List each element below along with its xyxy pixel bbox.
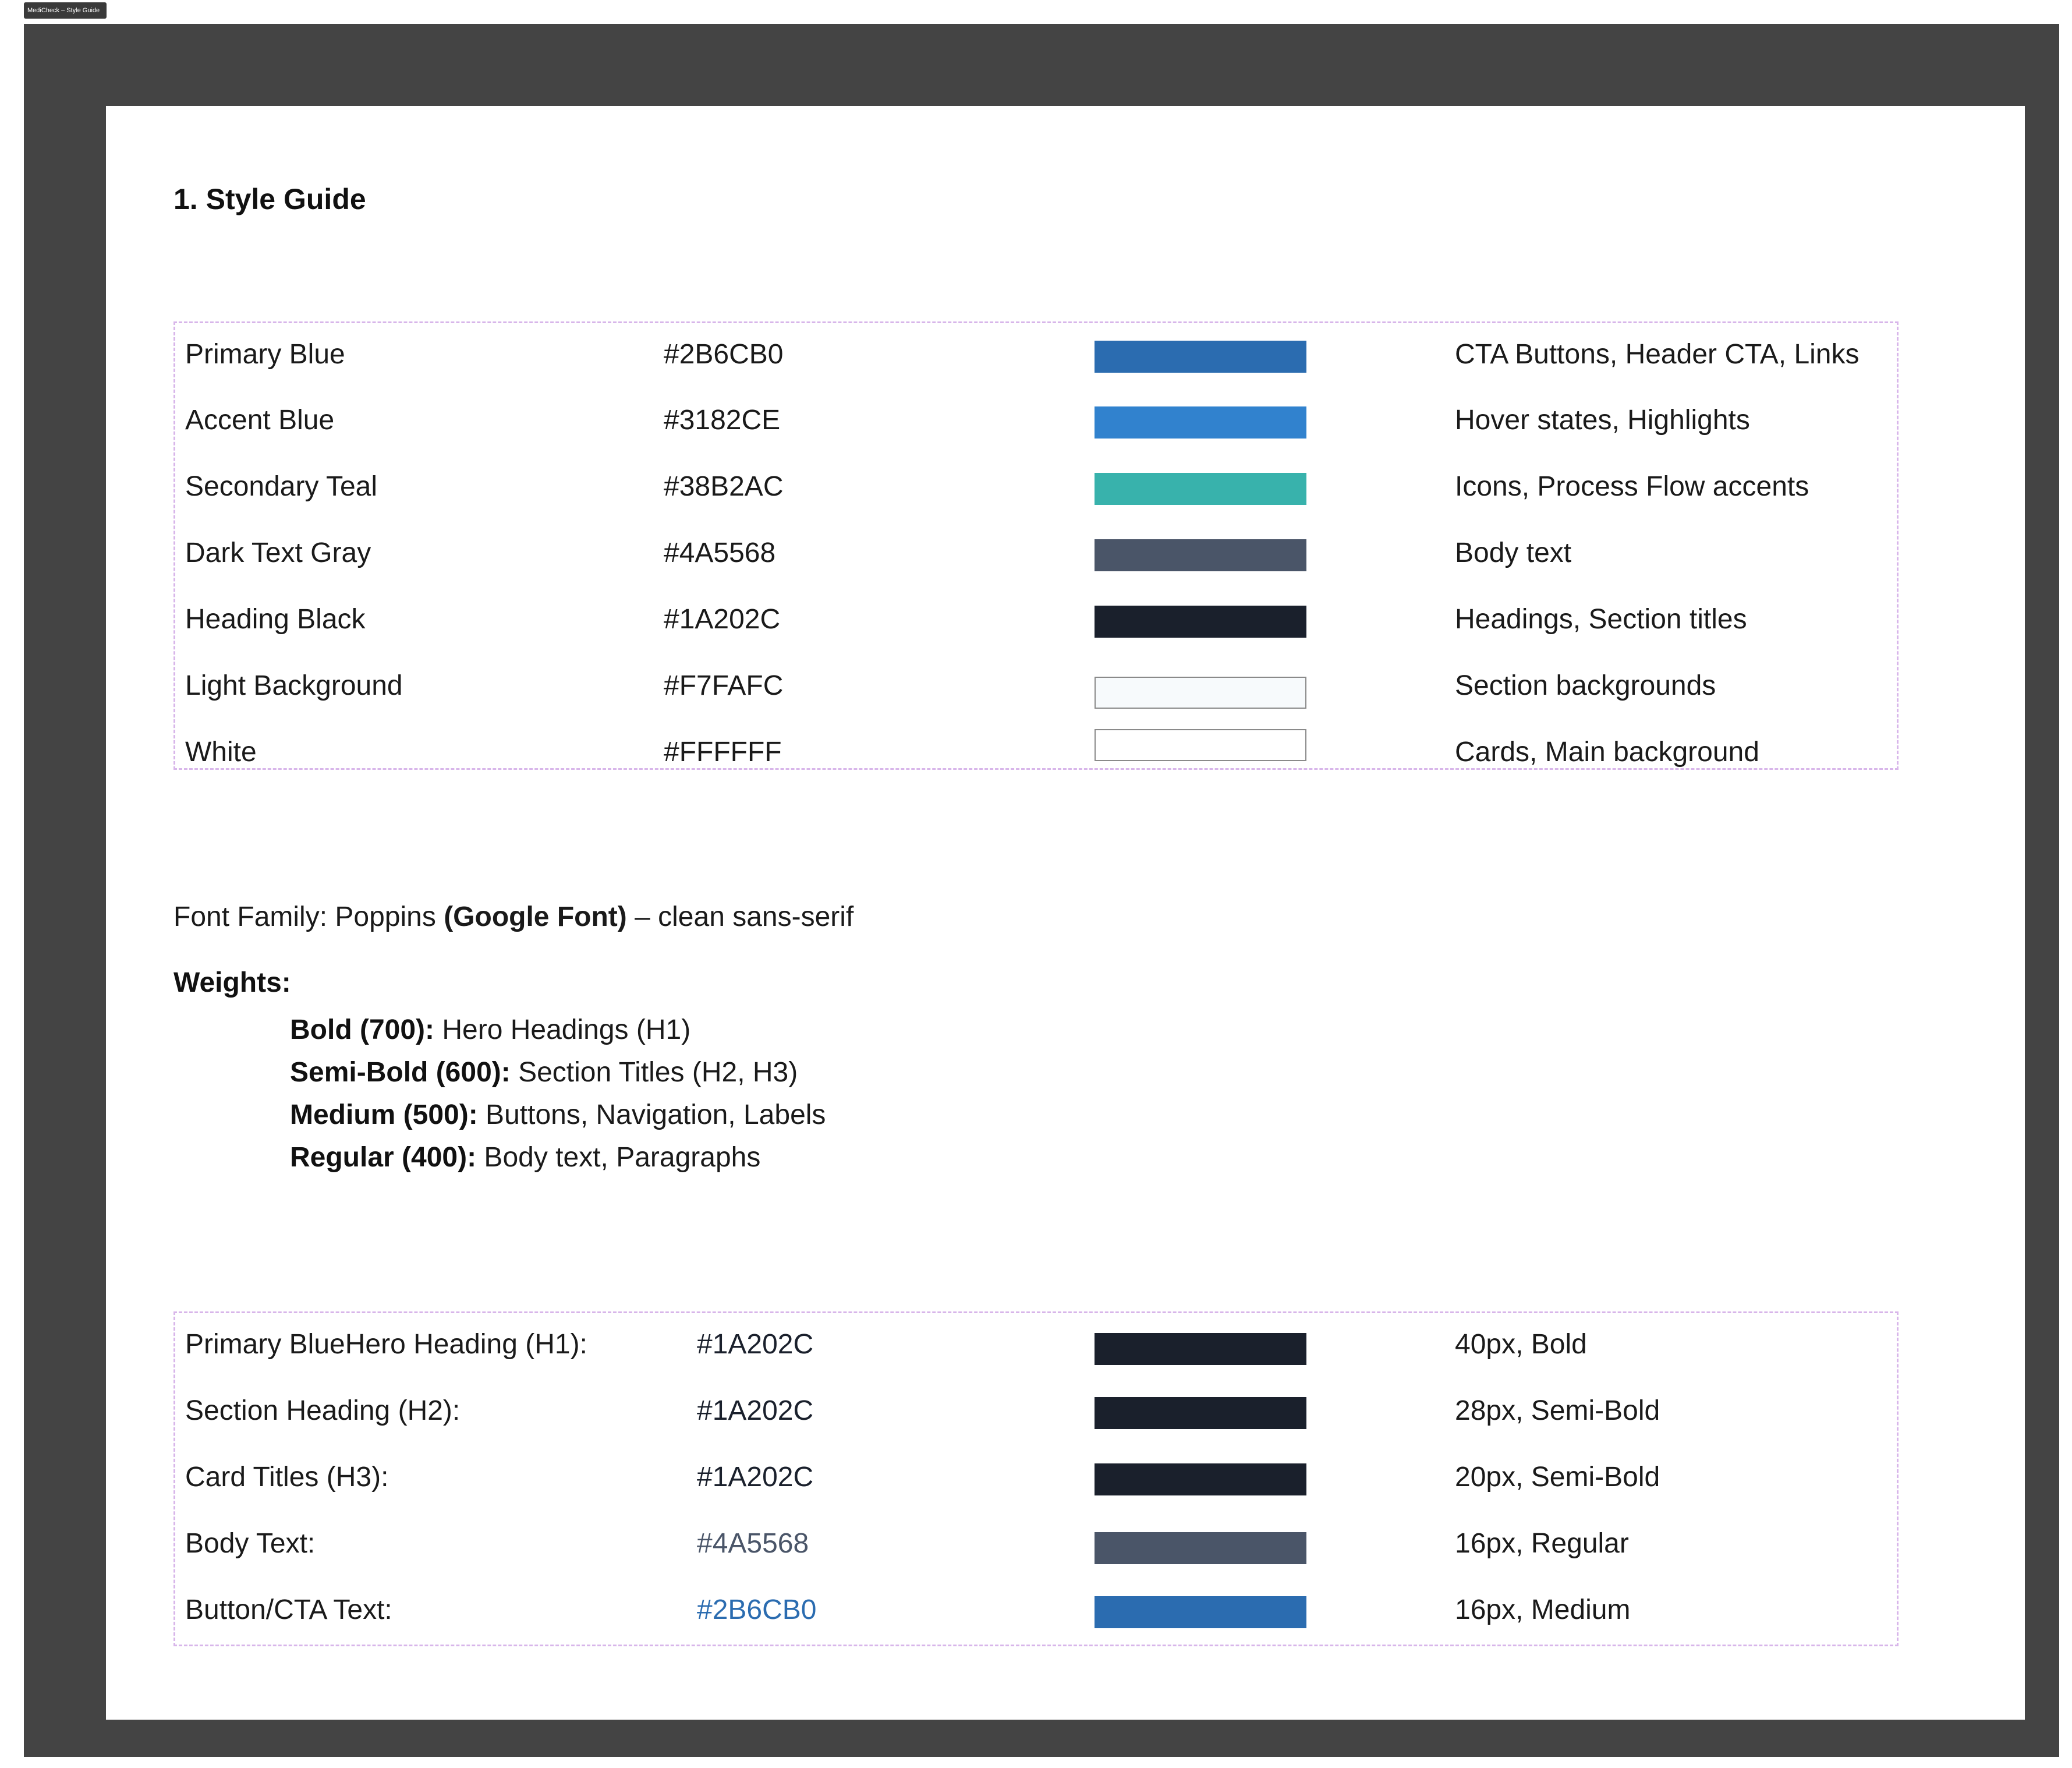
color-usage: Cards, Main background	[1455, 737, 1759, 768]
weight-desc: Section Titles (H2, H3)	[510, 1057, 798, 1088]
color-row	[175, 462, 1897, 526]
type-swatch	[1095, 1397, 1306, 1429]
typography-row	[175, 1586, 1897, 1650]
font-family-prefix: Font Family: Poppins	[173, 901, 444, 932]
color-name: Accent Blue	[185, 405, 335, 436]
color-usage: CTA Buttons, Header CTA, Links	[1455, 339, 1860, 370]
color-row	[175, 529, 1897, 593]
type-hex: #2B6CB0	[697, 1594, 817, 1625]
color-usage: Body text	[1455, 538, 1572, 568]
weight-item	[290, 1009, 826, 1051]
color-row	[175, 595, 1897, 659]
typography-row	[175, 1453, 1897, 1517]
type-name: Body Text:	[185, 1528, 316, 1559]
color-hex: #FFFFFF	[664, 737, 782, 768]
color-name: Secondary Teal	[185, 471, 377, 502]
weight-label: Regular (400):	[290, 1142, 477, 1173]
style-guide-canvas	[106, 106, 2025, 1720]
type-spec: 16px, Medium	[1455, 1594, 1631, 1625]
color-usage: Section backgrounds	[1455, 670, 1716, 701]
type-hex: #4A5568	[697, 1528, 809, 1559]
typography-row	[175, 1387, 1897, 1451]
color-name: Dark Text Gray	[185, 538, 371, 568]
color-name: Primary Blue	[185, 339, 345, 370]
type-hex: #1A202C	[697, 1395, 814, 1426]
color-name: White	[185, 737, 257, 768]
color-usage: Hover states, Highlights	[1455, 405, 1750, 436]
typography-row	[175, 1519, 1897, 1583]
weight-item	[290, 1136, 826, 1179]
color-swatch	[1095, 341, 1306, 373]
color-swatch	[1095, 729, 1306, 761]
color-usage: Headings, Section titles	[1455, 604, 1747, 635]
color-row	[175, 662, 1897, 726]
type-spec: 16px, Regular	[1455, 1528, 1629, 1559]
color-row	[175, 396, 1897, 460]
color-hex: #38B2AC	[664, 471, 784, 502]
page-title: 1. Style Guide	[173, 183, 366, 215]
weight-desc: Body text, Paragraphs	[476, 1142, 761, 1173]
weight-desc: Buttons, Navigation, Labels	[477, 1099, 826, 1130]
font-family-line	[173, 901, 853, 933]
color-hex: #3182CE	[664, 405, 781, 436]
type-spec: 20px, Semi-Bold	[1455, 1462, 1660, 1493]
color-hex: #2B6CB0	[664, 339, 784, 370]
type-swatch	[1095, 1532, 1306, 1564]
type-name: Primary BlueHero Heading (H1):	[185, 1329, 587, 1360]
type-name: Card Titles (H3):	[185, 1462, 389, 1493]
weights-list	[290, 1009, 826, 1179]
type-swatch	[1095, 1463, 1306, 1495]
weights-heading: Weights:	[173, 967, 291, 998]
color-row	[175, 728, 1897, 792]
type-swatch	[1095, 1596, 1306, 1628]
color-row	[175, 330, 1897, 394]
type-swatch	[1095, 1333, 1306, 1365]
weight-item	[290, 1094, 826, 1136]
type-hex: #1A202C	[697, 1462, 814, 1493]
weight-label: Semi-Bold (600):	[290, 1057, 511, 1088]
type-hex: #1A202C	[697, 1329, 814, 1360]
artboard-frame	[24, 24, 2059, 1757]
color-swatch	[1095, 539, 1306, 571]
color-hex: #4A5568	[664, 538, 776, 568]
weight-label: Medium (500):	[290, 1099, 478, 1130]
font-family-source: (Google Font)	[444, 901, 627, 932]
color-hex: #1A202C	[664, 604, 781, 635]
type-name: Section Heading (H2):	[185, 1395, 461, 1426]
typography-row	[175, 1320, 1897, 1384]
color-swatch	[1095, 406, 1306, 439]
frame-label[interactable]: MediCheck – Style Guide	[24, 2, 107, 19]
color-name: Light Background	[185, 670, 403, 701]
color-swatch	[1095, 473, 1306, 505]
font-family-suffix: – clean sans-serif	[626, 901, 854, 932]
color-swatch	[1095, 677, 1306, 709]
weight-label: Bold (700):	[290, 1014, 435, 1045]
typography-table	[173, 1311, 1899, 1646]
color-palette-table	[173, 321, 1899, 770]
weight-desc: Hero Headings (H1)	[434, 1014, 691, 1045]
color-hex: #F7FAFC	[664, 670, 784, 701]
type-spec: 40px, Bold	[1455, 1329, 1587, 1360]
type-spec: 28px, Semi-Bold	[1455, 1395, 1660, 1426]
color-name: Heading Black	[185, 604, 366, 635]
type-name: Button/CTA Text:	[185, 1594, 392, 1625]
color-swatch	[1095, 606, 1306, 638]
color-usage: Icons, Process Flow accents	[1455, 471, 1809, 502]
weight-item	[290, 1051, 826, 1094]
